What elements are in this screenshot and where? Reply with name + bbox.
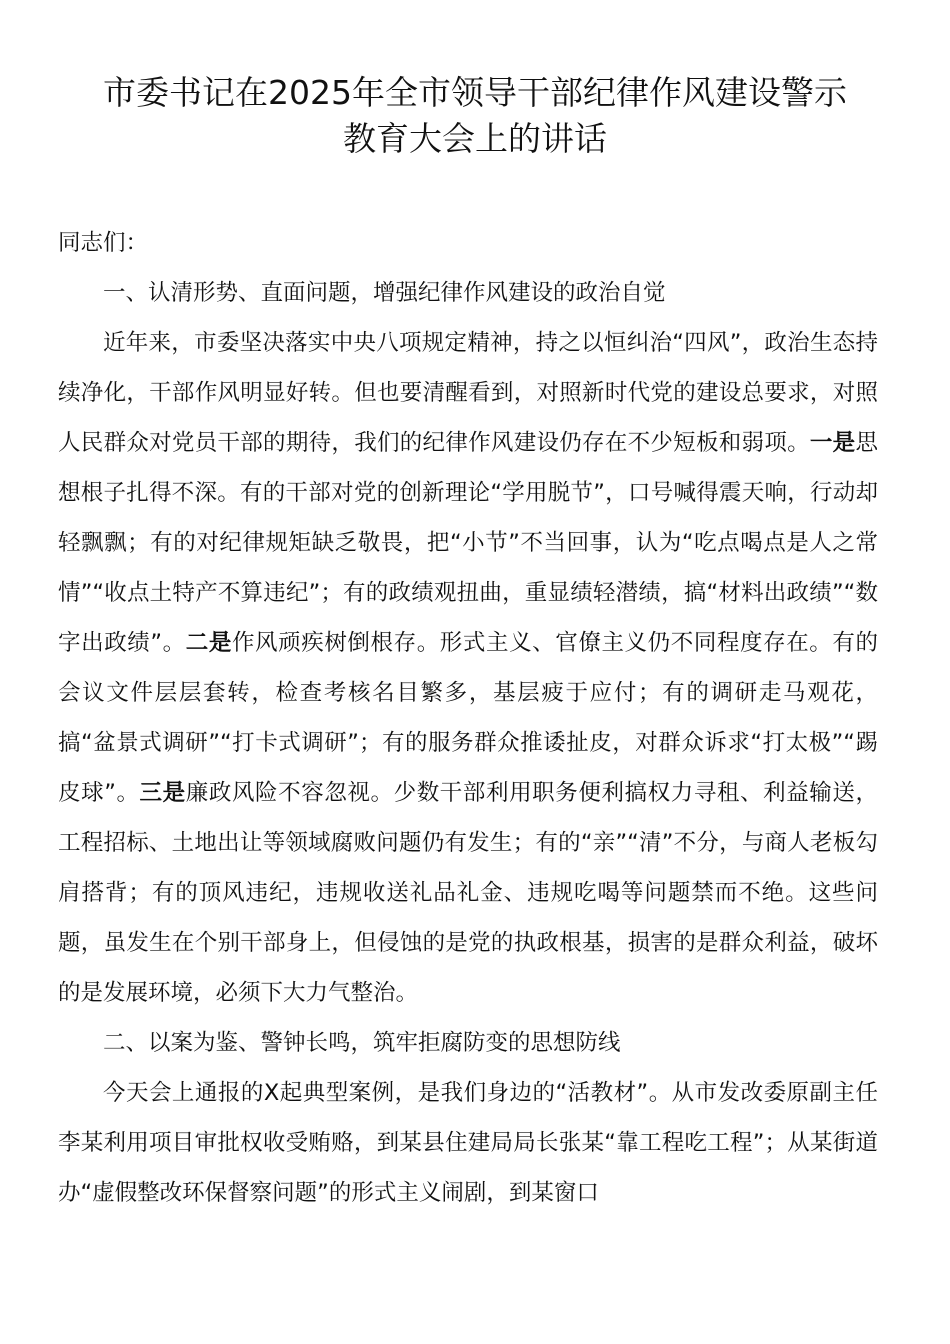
- point-text-2: 作风顽疾树倒根存。形式主义、官僚主义仍不同程度存在。有的会议文件层层套转，检查考核名目繁多，基层疲于应付；有的调研走马观花，搞“盆景式调研”“打卡式调研”；有的服务群众推诿扯皮，对群众诉求“打太极”“踢皮球”。: [58, 630, 878, 806]
- point-text-3: 廉政风险不容忽视。少数干部利用职务便利搞权力寻租、利益输送，工程招标、土地出让等领域腐败问题仍有发生；有的“亲”“清”不分，与商人老板勾肩搭背；有的顶风违纪，违规收送礼品礼金、违规吃喝等问题禁而不绝。这些问题，虽发生在个别干部身上，但侵蚀的是党的执政根基，损害的是群众利益，破坏的是发展环境，必须下大力气整治。: [58, 780, 878, 1006]
- title-line-2: 教育大会上的讲话: [343, 119, 607, 158]
- point-text-1: 思想根子扎得不深。有的干部对党的创新理论“学用脱节”，口号喊得震天响，行动却轻飘飘；有的对纪律规矩缺乏敬畏，把“小节”不当回事，认为“吃点喝点是人之常情”“收点土特产不算违纪”；有的政绩观扭曲，重显绩轻潜绩，搞“材料出政绩”“数字出政绩”。: [58, 430, 878, 656]
- point-marker-2: 二是: [185, 630, 232, 656]
- section-heading-1: 一、认清形势、直面问题，增强纪律作风建设的政治自觉: [103, 280, 666, 306]
- title-line-1: 市委书记在2025年全市领导干部纪律作风建设警示: [103, 73, 847, 112]
- point-marker-1: 一是: [809, 430, 856, 456]
- section-heading-2: 二、以案为鉴、警钟长鸣，筑牢拒腐防变的思想防线: [103, 1030, 621, 1056]
- document-body: [58, 218, 878, 1218]
- salutation: 同志们：: [58, 230, 149, 256]
- paragraph-1: [58, 318, 878, 1018]
- document-title: [40, 70, 910, 162]
- point-marker-3: 三是: [139, 780, 186, 806]
- paragraph-2: 今天会上通报的X起典型案例，是我们身边的“活教材”。从市发改委原副主任李某利用项目审批权收受贿赂，到某县住建局局长张某“靠工程吃工程”；从某街道办“虚假整改环保督察问题”的形式主义闹剧，到某窗口: [58, 1080, 878, 1206]
- paragraph-1-intro: 近年来，市委坚决落实中央八项规定精神，持之以恒纠治“四风”，政治生态持续净化，干部作风明显好转。但也要清醒看到，对照新时代党的建设总要求，对照人民群众对党员干部的期待，我们的纪律作风建设仍存在不少短板和弱项。: [58, 330, 878, 456]
